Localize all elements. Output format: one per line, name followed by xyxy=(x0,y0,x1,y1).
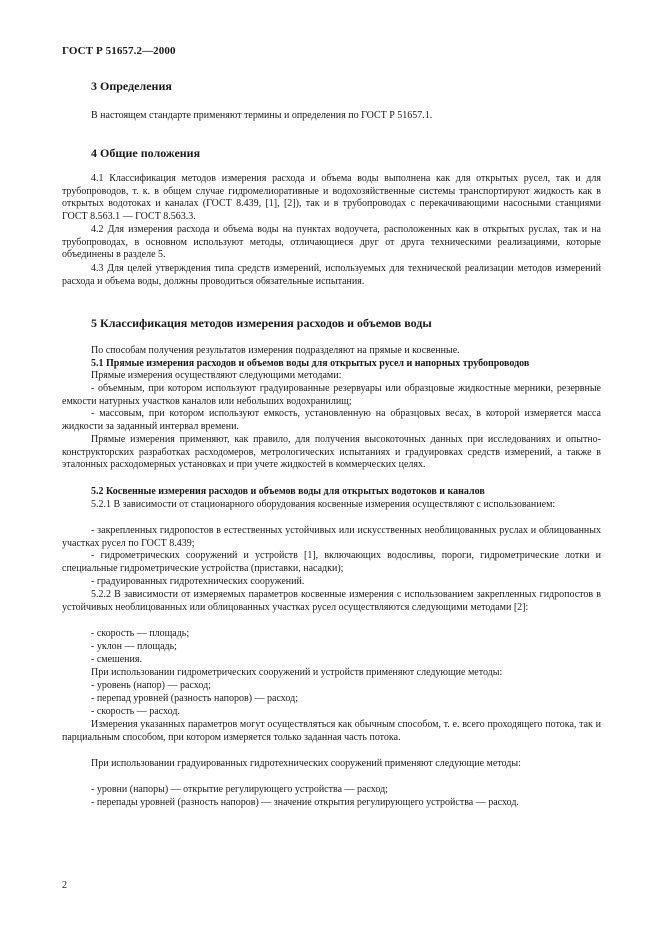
list-item: - перепады уровней (разность напоров) — значение открытия регулирующего устройства — расход. xyxy=(91,797,519,808)
subsection-5-1-paragraph: Прямые измерения применяют, как правило, для получения высокоточных данных при исследованиях и опытно-конструкторских разработках расходомеров, метрологических испытаниях и градуировках средств измерений, а также в эталонных расходомерных установках и при учете жидкостей в коммерческих целях. xyxy=(62,434,601,471)
section-3-heading: 3 Определения xyxy=(91,79,172,93)
section-4-heading: 4 Общие положения xyxy=(91,146,201,160)
hydrometric-methods-lead: При использовании гидрометрических сооружений и устройств применяют следующие методы: xyxy=(91,667,503,678)
list-item: - уровень (напор) — расход; xyxy=(91,680,211,691)
paragraph-5-2-1: 5.2.1 В зависимости от стационарного оборудования косвенные измерения осуществляют с использованием: xyxy=(91,499,556,510)
list-item: - гидрометрических сооружений и устройств [1], включающих водосливы, пороги, гидрометрические лотки и специальные гидрометрические устройства (приставки, насадки); xyxy=(62,550,601,574)
paragraph-4-3: 4.3 Для целей утверждения типа средств измерений, используемых для технической реализации методов измерений расхода и объема воды, должны проводиться обязательные испытания. xyxy=(62,263,601,287)
list-item: - перепад уровней (разность напоров) — расход; xyxy=(91,693,298,704)
list-item: - объемным, при котором используют градуированные резервуары или образцовые жидкостные мерники, резервные емкости натурных участков каналов или небольших водохранилищ; xyxy=(62,383,601,407)
section-5-heading: 5 Классификация методов измерения расходов и объемов воды xyxy=(91,316,432,330)
list-item: - массовым, при котором используют емкость, установленную на образцовых весах, в которой измеряется масса жидкости за заданный интервал времени. xyxy=(62,408,601,432)
graduated-structures-lead: При использовании градуированных гидротехнических сооружений применяют следующие методы: xyxy=(91,758,521,769)
list-item: - уровни (напоры) — открытие регулирующего устройства — расход; xyxy=(91,784,388,795)
list-item: - скорость — площадь; xyxy=(91,628,190,639)
list-item: - закрепленных гидропостов в естественных устойчивых или искусственных необлицованных руслах и облицованных участках русел по ГОСТ 8.439; xyxy=(62,525,601,549)
subsection-5-2-heading: 5.2 Косвенные измерения расходов и объемов воды для открытых водотоков и каналов xyxy=(91,486,485,497)
paragraph-4-1: 4.1 Классификация методов измерения расхода и объема воды выполнена как для открытых русел, так и для трубопроводов, т. к. в общем случае гидромелиоративные и водохозяйственные системы транспортируют жидкость как в открытых водотоках и каналах (ГОСТ 8.439, [1], [2]), так и в трубопроводах с перекачивающими насосными станциями ГОСТ 8.563.1 — ГОСТ 8.563.3. xyxy=(62,173,601,222)
list-item: - смешения. xyxy=(91,654,142,665)
document-code-header: ГОСТ Р 51657.2—2000 xyxy=(62,45,176,57)
page-number: 2 xyxy=(62,880,67,891)
measurement-modes-paragraph: Измерения указанных параметров могут осуществляться как обычным способом, т. е. всего проходящего потока, так и парциальным способом, при котором измеряется только заданная часть потока. xyxy=(62,719,601,743)
list-item: - уклон — площадь; xyxy=(91,641,177,652)
subsection-5-1-heading: 5.1 Прямые измерения расходов и объемов воды для открытых русел и напорных трубопроводов xyxy=(91,358,530,369)
section-5-intro: По способам получения результатов измерения подразделяют на прямые и косвенные. xyxy=(91,345,460,356)
list-item: - градуированных гидротехнических сооружений. xyxy=(91,576,305,587)
section-3-text: В настоящем стандарте применяют термины и определения по ГОСТ Р 51657.1. xyxy=(91,110,433,121)
list-item: - скорость — расход. xyxy=(91,706,180,717)
subsection-5-1-lead: Прямые измерения осуществляют следующими методами: xyxy=(91,370,342,381)
paragraph-5-2-2: 5.2.2 В зависимости от измеряемых параметров косвенные измерения с использованием закрепленных гидропостов в устойчивых необлицованных или облицованных участках русел осуществляются следующими методами [2]: xyxy=(62,589,601,613)
paragraph-4-2: 4.2 Для измерения расхода и объема воды на пунктах водоучета, расположенных как в открытых руслах, так и на трубопроводах, в основном используют методы, отличающиеся друг от друга техническими реализациями, которые объединены в разделе 5. xyxy=(62,224,601,261)
